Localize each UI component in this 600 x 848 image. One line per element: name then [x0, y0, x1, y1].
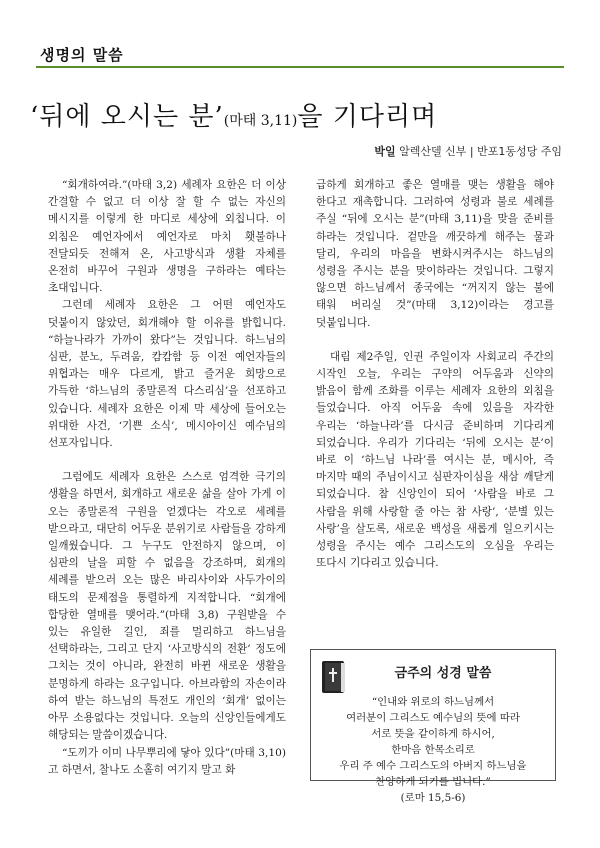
section-label: 생명의 말씀 [40, 46, 124, 64]
verse-line: 서로 뜻을 같이하게 하시어, [371, 728, 495, 740]
verse-line: “인내와 위로의 하느님께서 [371, 696, 495, 708]
article-title [30, 96, 570, 133]
weekly-verse-heading: 금주의 성경 말씀 [394, 666, 492, 681]
byline [374, 143, 562, 159]
left-column [48, 177, 286, 779]
right-column [316, 177, 554, 572]
section-divider [36, 66, 564, 68]
author-title: 알렉산델 신부 | 반포1동성당 주임 [395, 145, 562, 158]
title-reference: (마태 3,11) [223, 113, 298, 129]
paragraph: 대림 제2주일, 인권 주일이자 사회교리 주간의 시작인 오늘, 우리는 구약의 어두움과 신약의 밝음이 함께 조화를 이루는 세례자 요한의 외침을 들었습니다. 아직 어두움 속에 있음을 자각한 우리는 ‘하늘나라’를 다시금 준비하며 기다리게 되었습니다. 우리가 기다리는 ‘뒤에 오시는 분’이 바로 이 ‘하느님 나라’를 여시는 분, 메시아, 즉 마지막 때의 주님이시고 심판자이심을 새삼 깨닫게 되었습니다. 참 신앙인이 되어 ‘사람을 바로 그 사람을 위해 사랑할 줄 아는 참 사랑’, ‘분별 있는 사랑’을 살도록, 새로운 백성을 새롭게 일으키시는 성령을 주시는 예수 그리스도의 오심을 우리는 또다시 기다리고 있습니다. [316, 350, 554, 570]
title-end: 을 기다리며 [297, 102, 438, 132]
paragraph: 그런데 세례자 요한은 그 어떤 예언자도 덧붙이지 않았던, 회개해야 할 이유를 밝힙니다. “하늘나라가 가까이 왔다”는 것입니다. 하느님의 심판, 분노, 두려움, 캄캄함 등 이전 예언자들의 위협과는 매우 다르게, 밝고 즐거운 희망으로 가득한 ‘하느님의 종말론적 다스리심’을 선포하고 있습니다. 세례자 요한은 이제 막 세상에 들어오는 위대한 사건, ‘기쁜 소식’, 메시아이신 예수님의 선포자입니다. [48, 299, 286, 450]
paragraph: “회개하여라.”(마태 3,2) 세례자 요한은 더 이상 간결할 수 없고 더 이상 잘 할 수 없는 자신의 메시지를 이렇게 한 마디로 세상에 외칩니다. 이 외침은 예언자에서 예언자로 마치 횃불하나 전달되듯 전해져 온, 사고방식과 생활 자체를 온전히 바꾸어 구원과 생명을 구하라는 예타는 초대입니다. [48, 179, 286, 295]
verse-line: 우리 주 예수 그리스도의 아버지 하느님을 [339, 760, 527, 772]
paragraph: “도끼가 이미 나무뿌리에 닿아 있다”(마태 3,10)고 하면서, 찰나도 소홀히 여기지 말고 화 [48, 746, 286, 776]
title-main: ‘뒤에 오시는 분’ [30, 102, 224, 132]
verse-line: 찬양하게 되기를 빕니다.” [375, 776, 491, 788]
verse-line: 여러분이 그리스도 예수님의 뜻에 따라 [346, 712, 520, 724]
author-name: 박일 [374, 145, 396, 158]
paragraph: 그럼에도 세례자 요한은 스스로 엄격한 극기의 생활을 하면서, 회개하고 새로운 삶을 살아 가게 이 오는 종말론적 구원을 얻겠다는 각오로 세례를 받으라고, 대단히 어두운 분위기로 사람들을 강하게 일깨웠습니다. 그 누구도 안전하지 않으며, 이 심판의 날을 피할 수 없음을 강조하며, 회개의 세례를 받으러 오는 많은 바리사이와 사두가이의 태도의 문제점을 통렬하게 지적합니다. “회개에 합당한 열매를 맺어라.”(마태 3,8) 구원받을 수 있는 유일한 길인, 죄를 멀리하고 하느님을 선택하라는, 그리고 단지 ‘사고방식의 전환’ 정도에 그치는 것이 아니라, 완전히 바뀐 새로운 생활을 분명하게 하라는 요구입니다. 아브라함의 자손이라 하여 받는 하느님의 특전도 개인의 ‘회개’ 없이는 아무 소용없다는 것입니다. 오늘의 신앙인들에게도 해당되는 말씀이겠습니다. [48, 471, 286, 742]
verse-reference: (로마 15,5-6) [400, 792, 466, 804]
paragraph: 급하게 회개하고 좋은 열매를 맺는 생활을 해야 한다고 재촉합니다. 그러하여 성령과 불로 세례를 주실 “뒤에 오시는 분”(마태 3,11)을 맞을 준비를 하라는 것입니다. 겉만을 깨끗하게 해주는 물과 달리, 우리의 마음을 변화시켜주시는 하느님의 성령을 주시는 분을 맞이하라는 것입니다. 그렇지 않으면 하느님께서 종국에는 “꺼지지 않는 불에 태워 버리실 것”(마태 3,12)이라는 경고를 덧붙입니다. [316, 179, 554, 329]
weekly-verse-text [325, 694, 541, 806]
weekly-verse-box [310, 649, 556, 804]
verse-line: 한마음 한목소리로 [391, 744, 475, 756]
